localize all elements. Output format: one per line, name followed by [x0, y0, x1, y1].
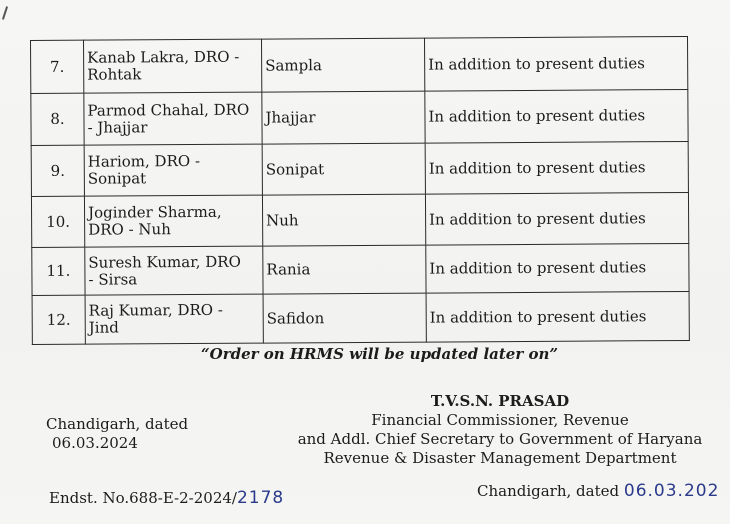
additional-charge: Sampla — [261, 38, 424, 92]
endorsement-prefix: Endst. No.688-E-2-2024/ — [49, 489, 237, 507]
remarks: In addition to present duties — [424, 36, 687, 91]
signatory-designation-1: Financial Commissioner, Revenue — [371, 411, 629, 429]
officer-name: Joginder Sharma, DRO - Nuh — [84, 195, 262, 247]
officer-name: Raj Kumar, DRO - Jind — [85, 294, 263, 344]
place-and-date — [46, 415, 188, 453]
serial-number: 9. — [31, 145, 84, 196]
hrms-note: “Order on HRMS will be updated later on” — [201, 345, 559, 363]
table-row — [32, 291, 689, 344]
endorsement-number — [49, 488, 284, 508]
officer-name: Parmod Chahal, DRO - Jhajjar — [84, 92, 262, 145]
order-date: 06.03.2024 — [52, 434, 138, 452]
table-row — [31, 89, 688, 145]
signatory-block — [280, 392, 720, 468]
serial-number: 12. — [32, 295, 85, 344]
officer-name: Hariom, DRO - Sonipat — [84, 144, 262, 196]
signatory-designation-2: and Addl. Chief Secretary to Government of Haryana — [297, 430, 703, 448]
endorsement-place: Chandigarh, dated — [477, 482, 620, 500]
signatory-name: T.V.S.N. PRASAD — [430, 392, 570, 410]
officer-charge-table — [30, 36, 690, 345]
serial-number: 7. — [31, 40, 84, 93]
serial-number: 11. — [32, 247, 85, 295]
remarks: In addition to present duties — [425, 141, 688, 194]
signatory-department: Revenue & Disaster Management Department — [323, 449, 677, 467]
remarks: In addition to present duties — [426, 243, 689, 293]
pen-mark — [2, 6, 8, 20]
officer-name: Kanab Lakra, DRO - Rohtak — [84, 39, 262, 93]
serial-number: 8. — [31, 93, 84, 145]
table-row — [31, 141, 688, 196]
handwritten-date: 06.03.202 — [623, 481, 720, 501]
additional-charge: Jhajjar — [262, 91, 425, 144]
additional-charge: Rania — [263, 245, 426, 294]
remarks: In addition to present duties — [425, 192, 688, 245]
table-row — [31, 36, 688, 93]
additional-charge: Sonipat — [262, 143, 425, 195]
remarks: In addition to present duties — [426, 291, 689, 342]
place-label: Chandigarh, dated — [46, 415, 189, 433]
officer-name: Suresh Kumar, DRO - Sirsa — [85, 246, 263, 295]
table-row — [31, 192, 688, 247]
additional-charge: Nuh — [262, 194, 425, 246]
serial-number: 10. — [31, 196, 84, 247]
remarks: In addition to present duties — [425, 89, 688, 143]
handwritten-number: 2178 — [236, 488, 285, 508]
additional-charge: Safidon — [263, 293, 426, 343]
table-row — [32, 243, 689, 295]
endorsement-date — [477, 481, 719, 501]
